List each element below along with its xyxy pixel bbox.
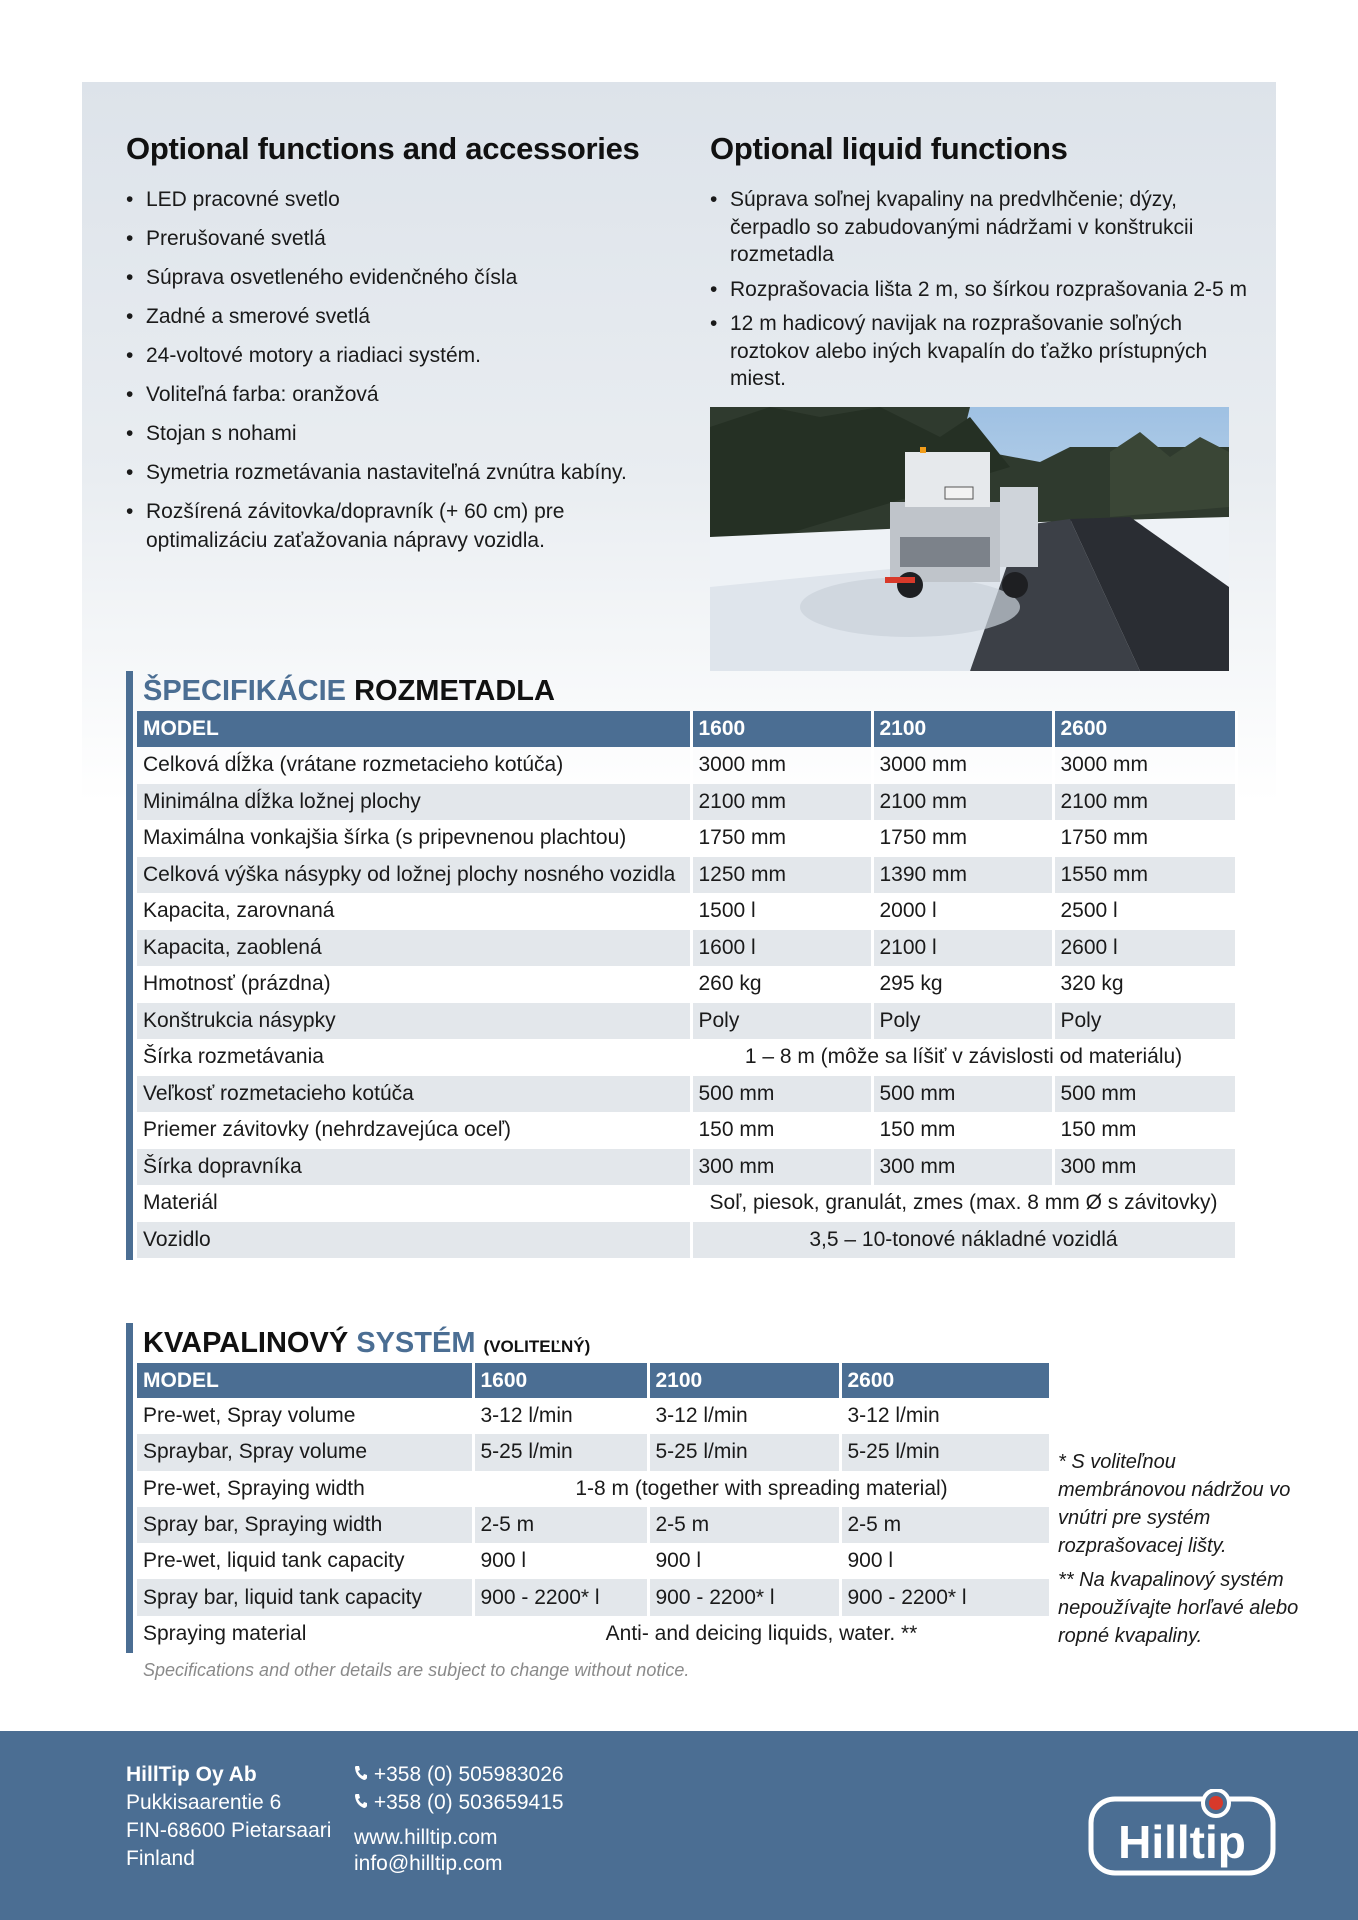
row-value: 1600 l [691, 930, 872, 967]
row-value: 2100 l [872, 930, 1053, 967]
email-link[interactable]: info@hilltip.com [354, 1852, 503, 1875]
table-row [137, 1185, 1236, 1222]
row-value-span: 1-8 m (together with spreading material) [473, 1471, 1050, 1507]
row-label: Celková dĺžka (vrátane rozmetacieho kotúča) [137, 747, 691, 784]
row-label: Kapacita, zaoblená [137, 930, 691, 967]
liquid-system-title: KVAPALINOVÝ SYSTÉM (VOLITEĽNÝ) [143, 1327, 591, 1359]
row-label: Celková výška násypky od ložnej plochy nosného vozidla [137, 857, 691, 894]
row-value: Poly [872, 1003, 1053, 1040]
header-model-2100: 2100 [648, 1363, 840, 1398]
table-header-row [137, 711, 1236, 747]
row-value: 5-25 l/min [648, 1434, 840, 1470]
row-label: Pre-wet, Spraying width [137, 1471, 473, 1507]
row-value: 260 kg [691, 966, 872, 1003]
address-country: Finland [126, 1847, 195, 1870]
accessory-item: • Voliteľná farba: oranžová [126, 380, 666, 409]
row-label: Veľkosť rozmetacieho kotúča [137, 1076, 691, 1113]
accessory-item: • Súprava osvetleného evidenčného čísla [126, 263, 666, 292]
table-row [137, 1616, 1050, 1652]
header-model: MODEL [137, 1363, 473, 1398]
row-value: 2100 mm [691, 784, 872, 821]
row-value: 3-12 l/min [648, 1398, 840, 1434]
table-header-row [137, 1363, 1050, 1398]
row-value: Poly [1053, 1003, 1236, 1040]
disclaimer: Specifications and other details are subject to change without notice. [143, 1660, 690, 1680]
table-row [137, 1222, 1236, 1259]
row-value: 500 mm [1053, 1076, 1236, 1113]
row-value: 2100 mm [1053, 784, 1236, 821]
phone-icon [354, 1765, 368, 1781]
spreader-specs-title: ŠPECIFIKÁCIE ROZMETADLA [143, 675, 555, 707]
row-value: 2-5 m [648, 1507, 840, 1543]
hilltip-logo [1088, 1789, 1276, 1877]
table-row [137, 820, 1236, 857]
table-row [137, 784, 1236, 821]
row-value: 300 mm [872, 1149, 1053, 1186]
company-address [126, 1761, 331, 1873]
row-value: 3000 mm [872, 747, 1053, 784]
row-value: 3000 mm [691, 747, 872, 784]
table-row [137, 1076, 1236, 1113]
spreader-truck-photo [710, 407, 1229, 671]
table-row [137, 857, 1236, 894]
accessory-item: • 24-voltové motory a riadiaci systém. [126, 341, 666, 370]
table-row [137, 1003, 1236, 1040]
row-value: 320 kg [1053, 966, 1236, 1003]
row-label: Šírka rozmetávania [137, 1039, 691, 1076]
table-row [137, 1039, 1236, 1076]
row-value: 5-25 l/min [473, 1434, 648, 1470]
row-value: 295 kg [872, 966, 1053, 1003]
table-row [137, 1434, 1050, 1470]
accessories-list [126, 185, 666, 565]
table-row [137, 930, 1236, 967]
footer [0, 1731, 1358, 1920]
table-row [137, 1112, 1236, 1149]
row-label: Minimálna dĺžka ložnej plochy [137, 784, 691, 821]
row-value: 300 mm [691, 1149, 872, 1186]
accessories-title: Optional functions and accessories [126, 131, 640, 166]
table-row [137, 1149, 1236, 1186]
row-label: Spraybar, Spray volume [137, 1434, 473, 1470]
row-label: Priemer závitovky (nehrdzavejúca oceľ) [137, 1112, 691, 1149]
header-model-2100: 2100 [872, 711, 1053, 747]
row-value: 2100 mm [872, 784, 1053, 821]
accessory-item: • LED pracovné svetlo [126, 185, 666, 214]
row-value: 2500 l [1053, 893, 1236, 930]
company-name: HillTip Oy Ab [126, 1763, 257, 1786]
table-row [137, 747, 1236, 784]
row-label: Vozidlo [137, 1222, 691, 1259]
accessory-item: • Stojan s nohami [126, 419, 666, 448]
row-value: 150 mm [1053, 1112, 1236, 1149]
row-label: Maximálna vonkajšia šírka (s pripevnenou plachtou) [137, 820, 691, 857]
row-value: 3-12 l/min [473, 1398, 648, 1434]
header-model-1600: 1600 [691, 711, 872, 747]
accessory-item: • Symetria rozmetávania nastaviteľná zvnútra kabíny. [126, 458, 666, 487]
website-link[interactable]: www.hilltip.com [354, 1826, 498, 1849]
row-value-span: 3,5 – 10-tonové nákladné vozidlá [691, 1222, 1236, 1259]
row-value: 1390 mm [872, 857, 1053, 894]
table-row [137, 1398, 1050, 1434]
row-label: Hmotnosť (prázdna) [137, 966, 691, 1003]
section-accent-bar [126, 671, 133, 1260]
address-street: Pukkisaarentie 6 [126, 1791, 282, 1814]
row-value: 900 l [648, 1543, 840, 1579]
section-accent-bar [126, 1323, 133, 1653]
row-value: 3000 mm [1053, 747, 1236, 784]
address-city: FIN-68600 Pietarsaari [126, 1819, 332, 1842]
row-value: 900 - 2200* l [473, 1579, 648, 1615]
row-value: 1550 mm [1053, 857, 1236, 894]
spreader-specs-table [137, 711, 1238, 1258]
row-label: Spray bar, liquid tank capacity [137, 1579, 473, 1615]
row-label: Spraying material [137, 1616, 473, 1652]
row-value: 2-5 m [840, 1507, 1050, 1543]
row-value: 500 mm [872, 1076, 1053, 1113]
table-row [137, 1579, 1050, 1615]
note-membrane-tank: * S voliteľnou membránovou nádržou vo vnútri pre systém rozprašovacej lišty. [1058, 1451, 1291, 1557]
row-label: Pre-wet, Spray volume [137, 1398, 473, 1434]
phone-icon [354, 1793, 368, 1809]
phone-1[interactable]: +358 (0) 505983026 [354, 1761, 564, 1789]
accessory-item: • Zadné a smerové svetlá [126, 302, 666, 331]
table-row [137, 893, 1236, 930]
header-model-2600: 2600 [1053, 711, 1236, 747]
header-model: MODEL [137, 711, 691, 747]
row-value: 900 l [473, 1543, 648, 1579]
row-label: Konštrukcia násypky [137, 1003, 691, 1040]
table-row [137, 1507, 1050, 1543]
row-label: Kapacita, zarovnaná [137, 893, 691, 930]
table-row [137, 966, 1236, 1003]
row-value: 300 mm [1053, 1149, 1236, 1186]
row-value: 1750 mm [1053, 820, 1236, 857]
accessory-item: • Prerušované svetlá [126, 224, 666, 253]
row-value: 1750 mm [872, 820, 1053, 857]
liquid-function-item: • Rozprašovacia lišta 2 m, so šírkou rozprašovania 2-5 m [710, 276, 1250, 304]
row-value: 150 mm [691, 1112, 872, 1149]
row-label: Materiál [137, 1185, 691, 1222]
phone-2[interactable]: +358 (0) 503659415 [354, 1789, 564, 1817]
row-value: 3-12 l/min [840, 1398, 1050, 1434]
accessory-item: • Rozšírená závitovka/dopravník (+ 60 cm) pre optimalizáciu zaťažovania nápravy vozidla. [126, 497, 666, 555]
liquid-system-table [137, 1363, 1052, 1652]
row-label: Spray bar, Spraying width [137, 1507, 473, 1543]
header-model-1600: 1600 [473, 1363, 648, 1398]
row-label: Šírka dopravníka [137, 1149, 691, 1186]
row-value: Poly [691, 1003, 872, 1040]
row-label: Pre-wet, liquid tank capacity [137, 1543, 473, 1579]
note-flammable-liquids: ** Na kvapalinový systém nepoužívajte horľavé alebo ropné kvapaliny. [1058, 1569, 1299, 1647]
liquid-function-item: • 12 m hadicový navijak na rozprašovanie soľných roztokov alebo iných kvapalín do ťažko prístupných miest. [710, 310, 1250, 393]
row-value: 2000 l [872, 893, 1053, 930]
liquid-functions-list [710, 186, 1250, 400]
svg-text:Hilltip: Hilltip [1118, 1816, 1246, 1868]
row-value: 1250 mm [691, 857, 872, 894]
table-row [137, 1471, 1050, 1507]
row-value: 500 mm [691, 1076, 872, 1113]
row-value-span: Anti- and deicing liquids, water. ** [473, 1616, 1050, 1652]
row-value: 2-5 m [473, 1507, 648, 1543]
row-value: 1500 l [691, 893, 872, 930]
row-value: 150 mm [872, 1112, 1053, 1149]
row-value: 900 - 2200* l [648, 1579, 840, 1615]
liquid-functions-title: Optional liquid functions [710, 131, 1068, 166]
liquid-system-notes [1058, 1448, 1308, 1656]
row-value: 900 - 2200* l [840, 1579, 1050, 1615]
contact-info [354, 1761, 564, 1877]
table-row [137, 1543, 1050, 1579]
row-value-span: 1 – 8 m (môže sa líšiť v závislosti od materiálu) [691, 1039, 1236, 1076]
liquid-function-item: • Súprava soľnej kvapaliny na predvlhčenie; dýzy, čerpadlo so zabudovanými nádržami v konštrukcii rozmetadla [710, 186, 1250, 269]
row-value: 2600 l [1053, 930, 1236, 967]
header-model-2600: 2600 [840, 1363, 1050, 1398]
row-value-span: Soľ, piesok, granulát, zmes (max. 8 mm Ø s závitovky) [691, 1185, 1236, 1222]
row-value: 1750 mm [691, 820, 872, 857]
row-value: 900 l [840, 1543, 1050, 1579]
row-value: 5-25 l/min [840, 1434, 1050, 1470]
